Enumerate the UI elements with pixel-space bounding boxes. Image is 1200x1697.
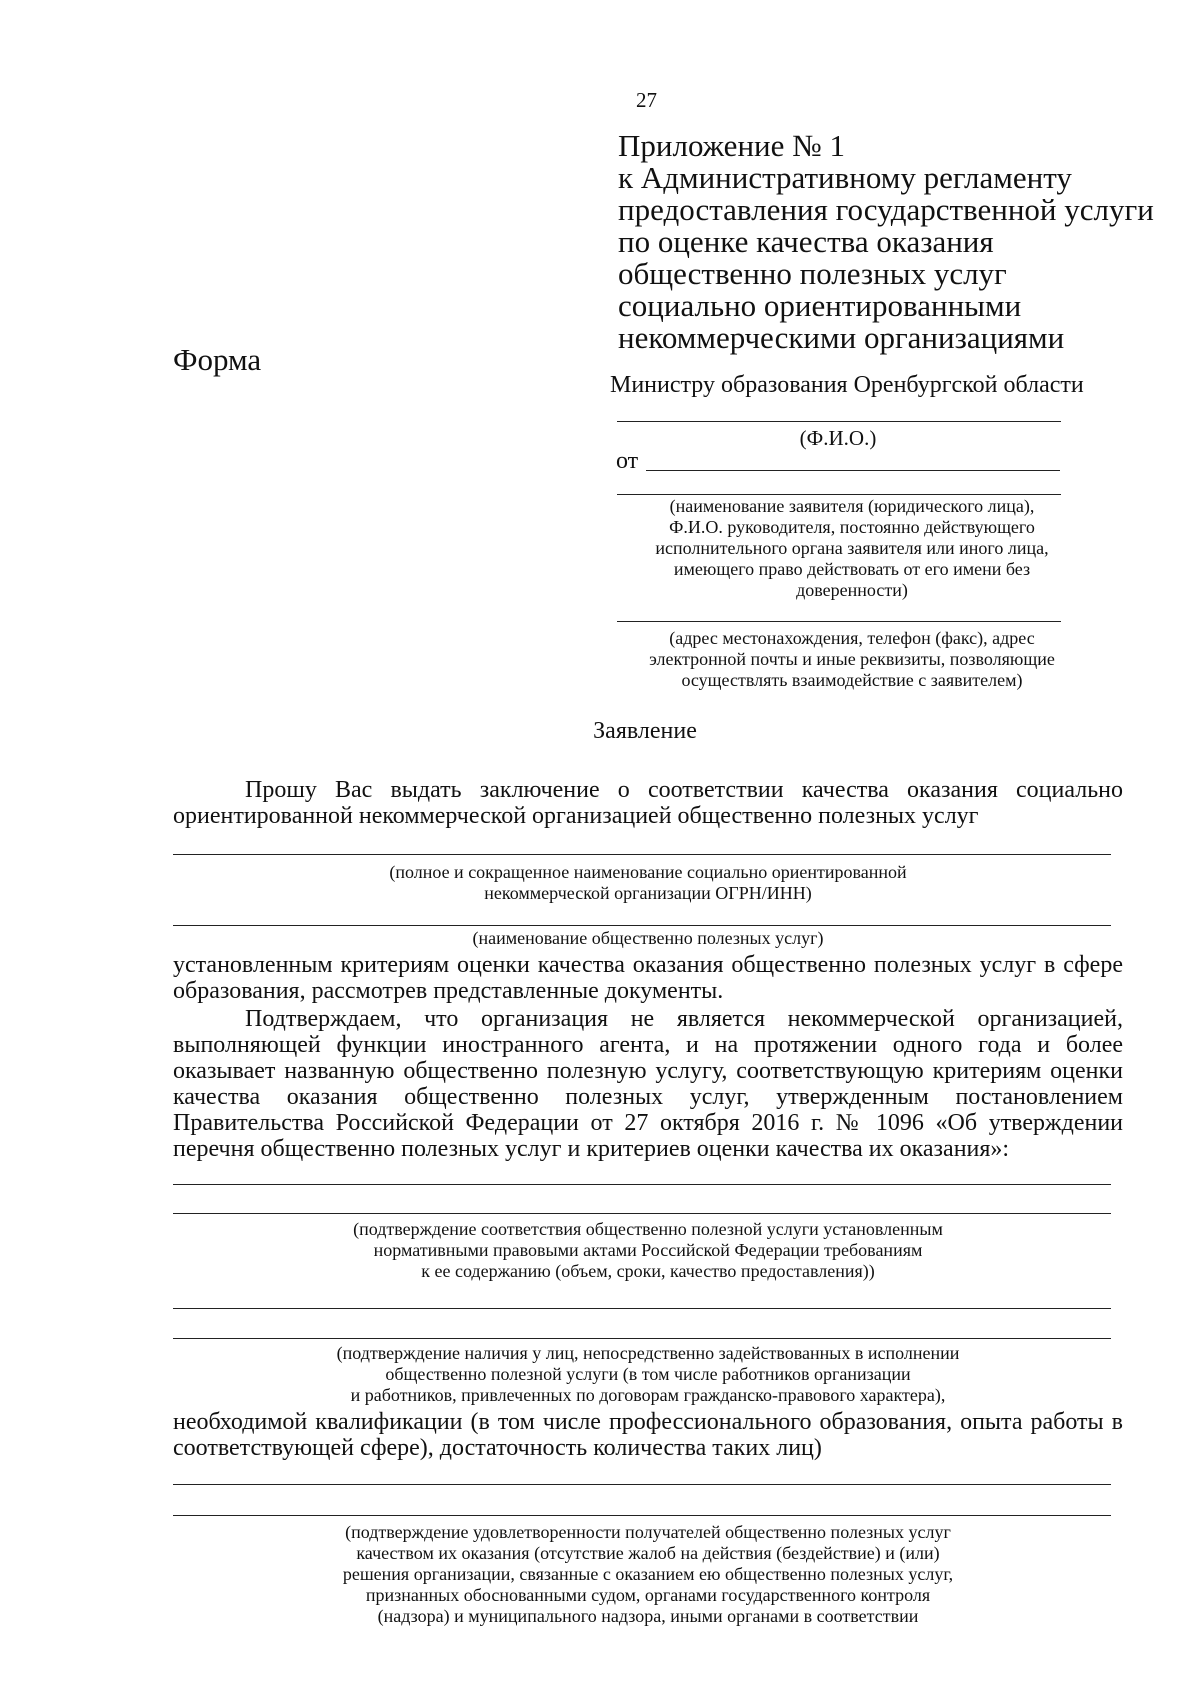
caption-line: (полное и сокращенное наименование социально ориентированной (389, 862, 907, 882)
caption-line: электронной почты и иные реквизиты, позволяющие (649, 649, 1055, 669)
appendix-line: предоставления государственной услуги (618, 192, 1154, 227)
fio-caption: (Ф.И.О.) (799, 426, 877, 450)
caption-line: и работников, привлеченных по договорам гражданско-правового характера), (350, 1385, 946, 1405)
addressee-minister: Министру образования Оренбургской области (610, 372, 1084, 398)
staff-caption (173, 1343, 1123, 1406)
compliance-caption (173, 1219, 1123, 1282)
caption-line: (подтверждение удовлетворенности получателей общественно полезных услуг (345, 1522, 951, 1542)
caption-line: (адрес местонахождения, телефон (факс), адрес (669, 628, 1035, 648)
caption-line: (подтверждение наличия у лиц, непосредственно задействованных в исполнении (336, 1343, 960, 1363)
caption-line: Ф.И.О. руководителя, постоянно действующего (669, 517, 1035, 537)
org-name-underline (173, 854, 1111, 855)
satisfaction-underline-2 (173, 1515, 1111, 1516)
intro-line: Прошу Вас выдать заключение о соответствии качества оказания социально (245, 777, 1123, 803)
satisfaction-caption (173, 1522, 1123, 1627)
form-label: Форма (173, 342, 262, 377)
intro-line: ориентированной некоммерческой организацией общественно полезных услуг (173, 803, 979, 829)
caption-line: общественно полезной услуги (в том числе работников организации (385, 1364, 911, 1384)
statement-title: Заявление (593, 718, 697, 744)
page-number: 27 (636, 88, 657, 112)
applicant-underline (617, 494, 1061, 495)
compliance-underline-2 (173, 1213, 1111, 1214)
satisfaction-underline-1 (173, 1484, 1111, 1485)
from-underline (646, 470, 1060, 471)
appendix-line: Приложение № 1 (618, 128, 845, 163)
fio-underline (617, 421, 1061, 422)
caption-line: осуществлять взаимодействие с заявителем) (681, 670, 1023, 690)
caption-line: решения организации, связанные с оказанием ею общественно полезных услуг, (342, 1564, 954, 1584)
appendix-line: к Административному регламенту (618, 160, 1072, 195)
services-underline (173, 925, 1111, 926)
caption-line: (надзора) и муниципального надзора, иными органами в соответствии (377, 1606, 919, 1626)
caption-line: некоммерческой организации ОГРН/ИНН) (484, 883, 812, 903)
applicant-caption (612, 496, 1092, 601)
appendix-line: общественно полезных услуг (618, 256, 1007, 291)
address-underline (617, 621, 1061, 622)
caption-line: (подтверждение соответствия общественно полезной услуги установленным (353, 1219, 943, 1239)
staff-underline-1 (173, 1308, 1111, 1309)
compliance-underline-1 (173, 1184, 1111, 1185)
address-caption (612, 628, 1092, 691)
caption-line: к ее содержанию (объем, сроки, качество предоставления)) (421, 1261, 875, 1281)
qualification-paragraph: необходимой квалификации (в том числе профессионального образования, опыта работы в соответствующей сфере), достаточность количества таких лиц) (173, 1409, 1123, 1461)
appendix-line: по оценке качества оказания (618, 224, 994, 259)
caption-line: нормативными правовыми актами Российской Федерации требованиям (373, 1240, 923, 1260)
staff-underline-2 (173, 1338, 1111, 1339)
statement-intro (173, 777, 1123, 829)
from-label: от (616, 448, 639, 474)
appendix-line: некоммерческими организациями (618, 320, 1065, 355)
caption-line: качеством их оказания (отсутствие жалоб на действия (бездействие) и (или) (356, 1543, 940, 1563)
caption-line: имеющего право действовать от его имени без (673, 559, 1031, 579)
criteria-paragraph: установленным критериям оценки качества оказания общественно полезных услуг в сфере образования, рассмотрев представленные документы. (173, 952, 1123, 1004)
appendix-line: социально ориентированными (618, 288, 1022, 323)
caption-line: (наименование заявителя (юридического лица), (669, 496, 1035, 516)
caption-line: доверенности) (796, 580, 908, 600)
caption-line: исполнительного органа заявителя или иного лица, (655, 538, 1049, 558)
appendix-header (618, 130, 1178, 354)
services-caption: (наименование общественно полезных услуг) (472, 928, 824, 948)
confirmation-paragraph: Подтверждаем, что организация не является некоммерческой организацией, выполняющей функции иностранного агента, и на протяжении одного года и более оказывает названную общественно полезную услугу, соответствующую критериям оценки качества оказания общественно полезных услуг, утвержденным постановлением Правительства Российской Федерации от 27 октября 2016 г. № 1096 «Об утверждении перечня общественно полезных услуг и критериев оценки качества их оказания»: (173, 1006, 1123, 1162)
caption-line: признанных обоснованными судом, органами государственного контроля (365, 1585, 931, 1605)
org-name-caption (173, 862, 1123, 904)
